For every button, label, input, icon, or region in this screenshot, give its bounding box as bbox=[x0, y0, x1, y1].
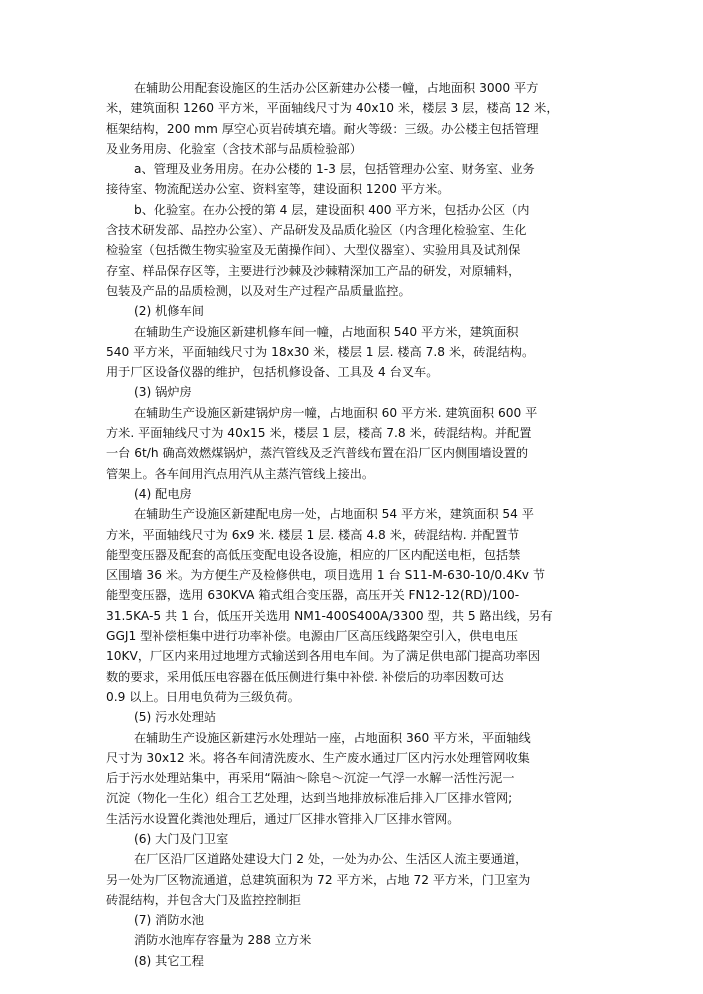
text-line: 生活污水设置化粪池处理后，通过厂区排水管排入厂区排水管网。 bbox=[106, 811, 460, 826]
text-line: 沉淀（物化一生化）组合工艺处理，达到当地排放标准后排入厂区排水管网; bbox=[106, 791, 513, 806]
text-line: 消防水池库存容量为 288 立方米 bbox=[134, 933, 312, 948]
text-line: 在厂区沿厂区道路处建设大门 2 处，一处为办公、生活区人流主要通道， bbox=[134, 852, 528, 867]
text-line: a、管理及业务用房。在办公楼的 1-3 层，包括管理办公室、财务室、业务 bbox=[134, 162, 535, 177]
text-line: 一台 6t/h 确高效燃煤锅炉，蒸汽管线及乏汽普线布置在沿厂区内侧围墙设置的 bbox=[106, 446, 529, 461]
text-line: 数的要求，采用低压电容器在低压侧进行集中补偿. 补偿后的功率因数可达 bbox=[106, 669, 504, 684]
text-line: 米，建筑面积 1260 平方米，平面轴线尺寸为 40x10 米，楼层 3 层，楼高 12 米， bbox=[106, 101, 559, 116]
text-line: 管架上。各车间用汽点用汽从主蒸汽管线上接出。 bbox=[106, 466, 375, 481]
text-line: (6) 大门及门卫室 bbox=[134, 831, 229, 846]
text-line: 10KV，厂区内来用过地埋方式输送到各用电车间。为了满足供电部门提高功率因 bbox=[106, 649, 541, 664]
text-line: b、化验室。在办公授的第 4 层，建设面积 400 平方米，包括办公区（内 bbox=[134, 202, 530, 217]
text-line: (3) 锅炉房 bbox=[134, 385, 192, 400]
text-line: 在辅助生产设施区新建锅炉房一幢，占地面积 60 平方米. 建筑面积 600 平 bbox=[134, 405, 538, 420]
text-line: 尺寸为 30x12 米。将各车间清洗废水、生产废水通过厂区内污水处理管网收集 bbox=[106, 750, 530, 765]
text-line: (7) 消防水池 bbox=[134, 913, 204, 928]
text-line: 0.9 以上。日用电负荷为三级负荷。 bbox=[106, 689, 300, 704]
text-line: 能型变压器及配套的高低压变配电设各设施，相应的厂区内配送电柜，包括禁 bbox=[106, 547, 521, 562]
text-line: 在辅助生产设施区新建配电房一处，占地面积 54 平方米，建筑面积 54 平 bbox=[134, 507, 534, 522]
text-line: 方米，平面轴线尺寸为 6x9 米. 楼层 1 层. 楼高 4.8 米，砖混结构. 并配置节 bbox=[106, 527, 520, 542]
text-line: 包装及产品的品质检测，以及对生产过程产品质量监控。 bbox=[106, 283, 411, 298]
text-line: 540 平方米，平面轴线尺寸为 18x30 米，楼层 1 层. 楼高 7.8 米，砖混结构。 bbox=[106, 344, 535, 359]
text-line: 在辅助公用配套设施区的生活办公区新建办公楼一幢，占地面积 3000 平方 bbox=[134, 81, 539, 95]
text-line: 及业务用房、化验室（含技术部与品质检验部） bbox=[106, 141, 362, 156]
text-line: (5) 污水处理站 bbox=[134, 710, 217, 725]
text-line: 框架结构，200 mm 厚空心页岩砖填充墙。耐火等级：三级。办公楼主包括管理 bbox=[106, 121, 539, 136]
text-line: 砖混结构，并包含大门及监控控制拒 bbox=[106, 892, 301, 907]
text-line: 接待室、物流配送办公室、资料室等，建设面积 1200 平方米。 bbox=[106, 182, 450, 197]
text-line: 用于厂区设备仪器的维护，包括机修设备、工具及 4 台叉车。 bbox=[106, 365, 439, 380]
text-line: 含技术研发部、品控办公室）、产品研发及品质化验区（内含理化检验室、生化 bbox=[106, 223, 527, 238]
text-line: 后于污水处理站集中，再采用“隔油～除皂～沉淀一气浮一水解一活性污泥一 bbox=[106, 771, 515, 786]
text-line: 方米. 平面轴线尺寸为 40x15 米，楼层 1 层，楼高 7.8 米，砖混结构。并配置 bbox=[106, 426, 532, 441]
text-line: 区围墙 36 米。为方便生产及检修供电，项目选用 1 台 S11-M-630-10/0.4Kv 节 bbox=[106, 568, 546, 583]
text-line: 在辅助生产设施区新建污水处理站一座，占地面积 360 平方米，平面轴线 bbox=[134, 730, 531, 745]
text-line: 31.5KA-5 共 1 台，低压开关选用 NM1-400S400A/3300 型，共 5 路出线，另有 bbox=[106, 608, 553, 623]
text-line: 能型变压器，选用 630KVA 箱式组合变压器，高压开关 FN12-12(RD)/100- bbox=[106, 588, 520, 603]
text-line: 另一处为厂区物流通道，总建筑面积为 72 平方米，占地 72 平方米，门卫室为 bbox=[106, 872, 531, 887]
document-body bbox=[106, 78, 610, 971]
text-line: (4) 配电房 bbox=[134, 486, 192, 501]
text-line: 在辅助生产设施区新建机修车间一幢，占地面积 540 平方米，建筑面积 bbox=[134, 324, 519, 339]
text-line: GGJ1 型补偿柜集中进行功率补偿。电源由厂区高压线路架空引入，供电电压 bbox=[106, 629, 518, 644]
text-line: (2) 机修车间 bbox=[134, 304, 204, 319]
text-line: 存室、样品保存区等，主要进行沙棘及沙棘精深加工产品的研发，对原辅料， bbox=[106, 263, 521, 278]
text-line: 检验室（包括微生物实验室及无菌操作间）、大型仪器室）、实验用具及试剂保 bbox=[106, 243, 521, 258]
text-line: (8) 其它工程 bbox=[134, 953, 204, 968]
